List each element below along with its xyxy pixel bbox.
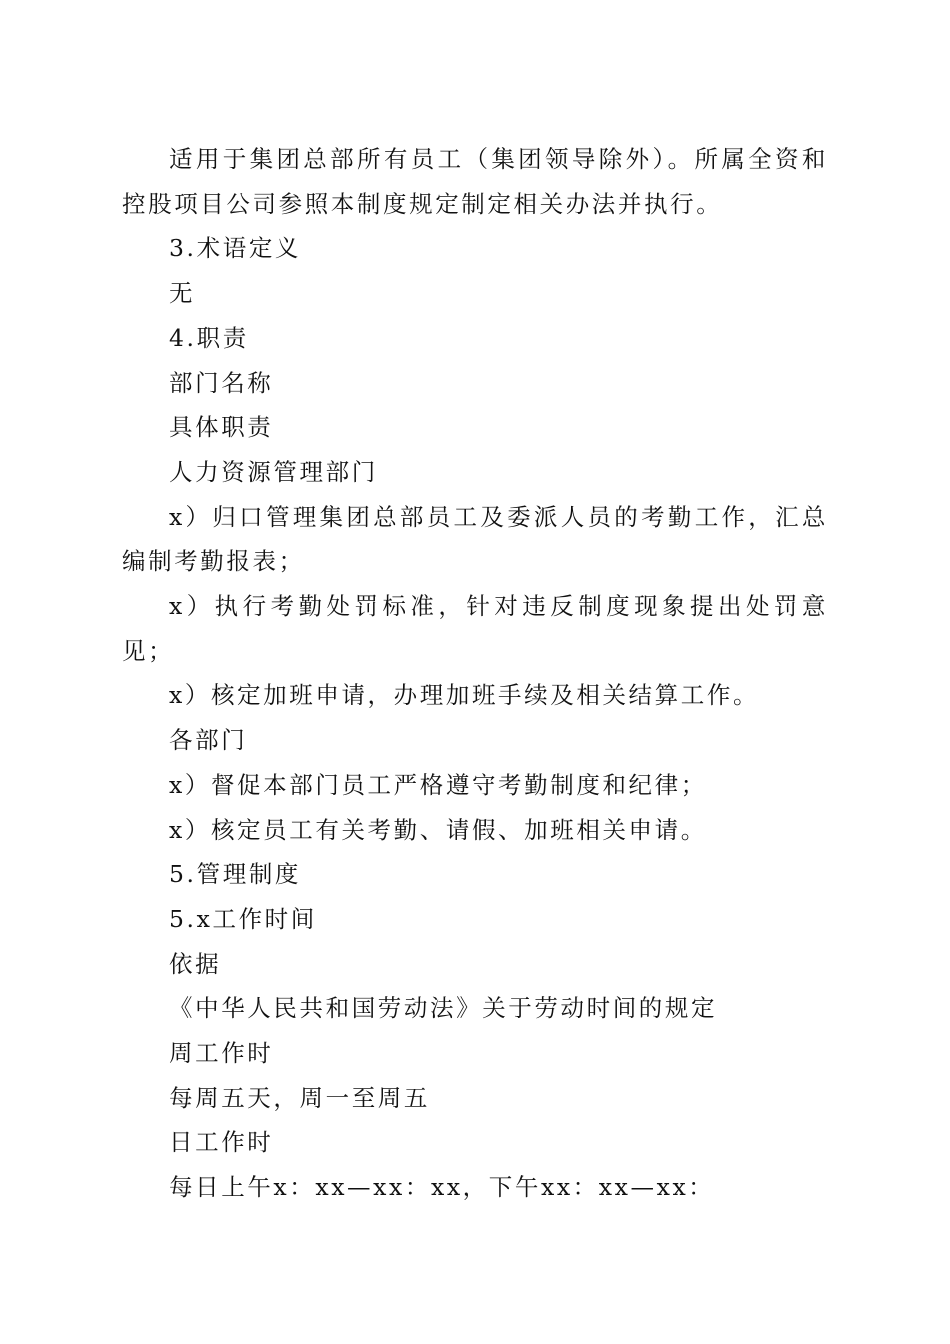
hr-duty-item: x）执行考勤处罚标准，针对违反制度现象提出处罚意见； <box>122 592 828 665</box>
document-body <box>122 137 828 1210</box>
paragraph-scope: 适用于集团总部所有员工（集团领导除外）。所属全资和控股项目公司参照本制度规定制定相关办法并执行。 <box>122 145 828 218</box>
label-specific-duties: 具体职责 <box>169 413 274 442</box>
heading-duties: 4.职责 <box>169 323 249 352</box>
department-all: 各部门 <box>169 726 248 755</box>
paragraph-none: 无 <box>169 279 196 308</box>
paragraph-weekly-schedule: 每周五天，周一至周五 <box>169 1083 430 1112</box>
department-hr: 人力资源管理部门 <box>169 457 378 486</box>
department-duty-item: x）核定员工有关考勤、请假、加班相关申请。 <box>169 815 707 844</box>
hr-duty-item: x）归口管理集团总部员工及委派人员的考勤工作，汇总编制考勤报表； <box>122 502 828 576</box>
paragraph-daily-schedule: 每日上午x：xx—xx：xx，下午xx：xx—xx： <box>169 1173 715 1202</box>
label-department-name: 部门名称 <box>169 368 274 397</box>
department-duty-item: x）督促本部门员工严格遵守考勤制度和纪律； <box>169 770 707 799</box>
heading-terms: 3.术语定义 <box>169 234 302 263</box>
hr-duty-item: x）核定加班申请，办理加班手续及相关结算工作。 <box>169 681 760 710</box>
heading-work-time: 5.x工作时间 <box>169 904 317 933</box>
label-daily-hours: 日工作时 <box>169 1128 274 1157</box>
paragraph-labor-law: 《中华人民共和国劳动法》关于劳动时间的规定 <box>169 994 718 1023</box>
heading-management-system: 5.管理制度 <box>169 860 302 889</box>
label-weekly-hours: 周工作时 <box>169 1039 274 1068</box>
label-basis: 依据 <box>169 949 222 978</box>
